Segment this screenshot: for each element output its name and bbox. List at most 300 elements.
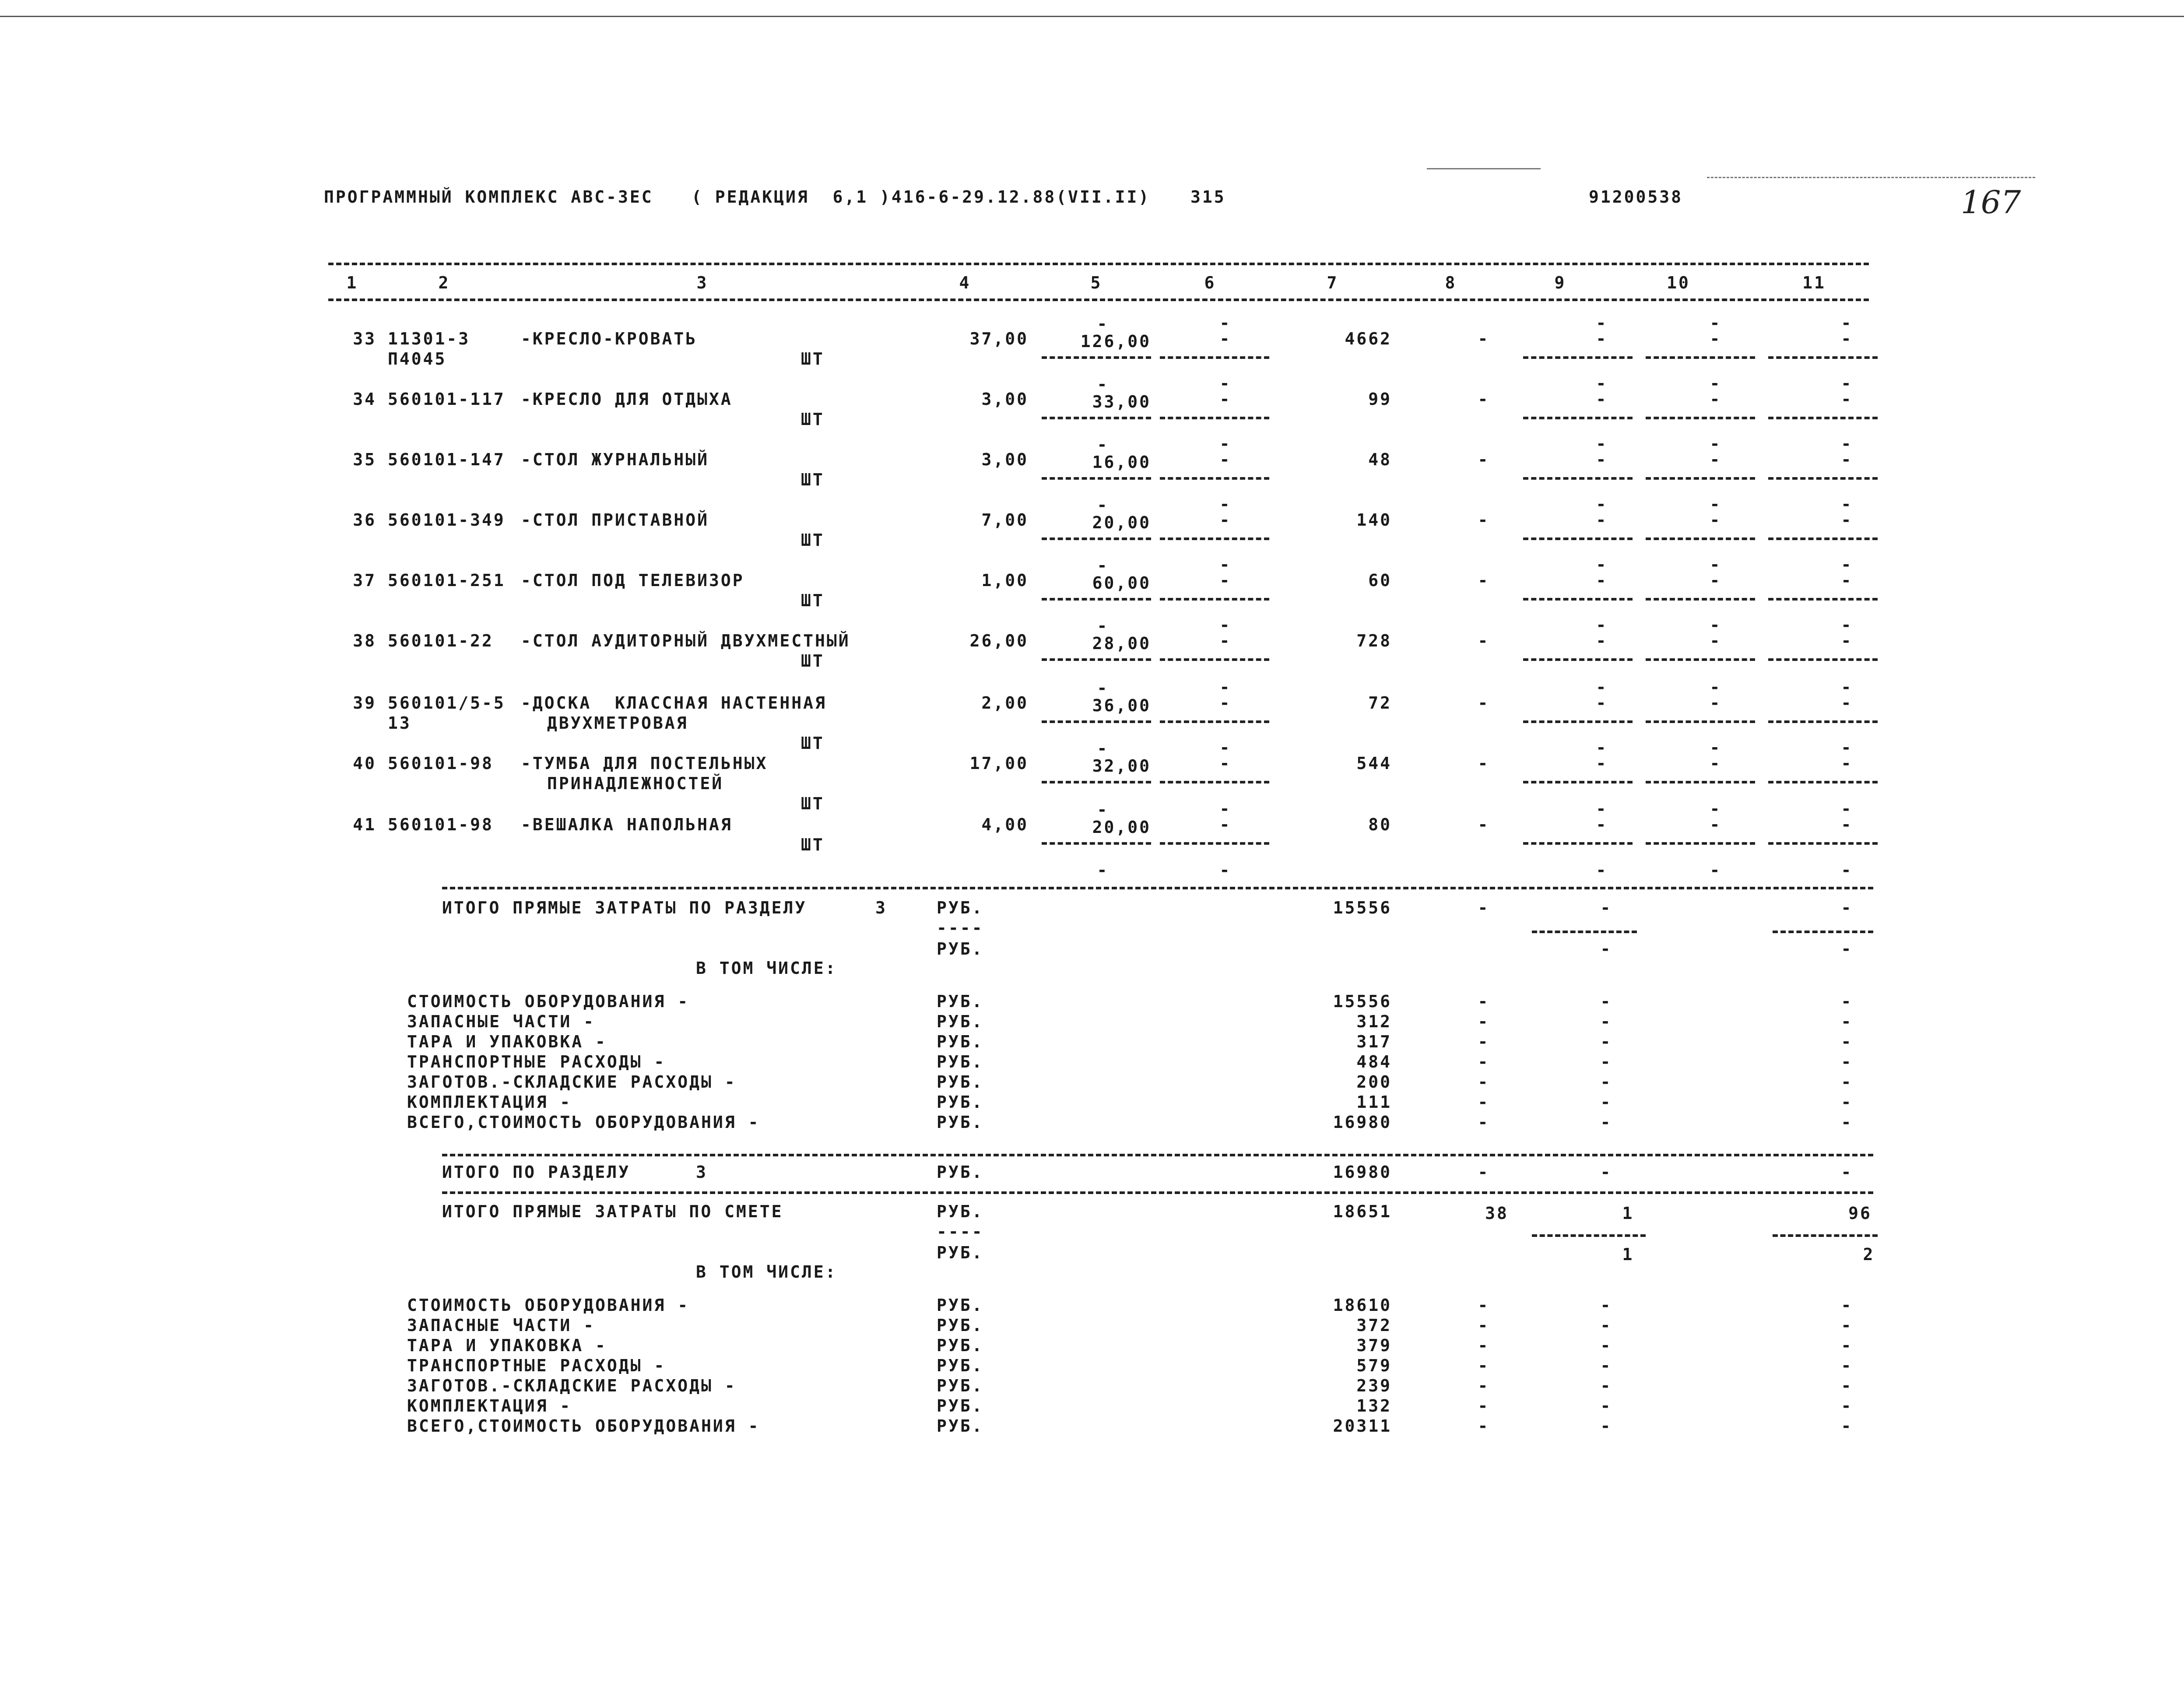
row-number: 33 [353, 329, 376, 348]
row-col6-value: - [1219, 329, 1232, 348]
row-col5-mark: - [1097, 314, 1109, 334]
cost-item-col8: - [1478, 1336, 1490, 1355]
row-col5-mark: - [1097, 375, 1109, 394]
row-total: 60 [1368, 571, 1392, 590]
row-col10-mark: - [1710, 738, 1722, 757]
row-price: 28,00 [1092, 634, 1151, 653]
row-col10-rule [1646, 842, 1755, 845]
row-name: -КРЕСЛО-КРОВАТЬ [521, 329, 698, 348]
row-col8-value: - [1478, 450, 1490, 469]
row-col5-mark: - [1097, 435, 1109, 454]
cost-item-col9: - [1600, 1396, 1612, 1415]
cost-item-col11: - [1841, 1032, 1853, 1051]
row-col5-mark: - [1097, 678, 1109, 698]
row-price-rule [1042, 658, 1151, 661]
cost-item-col11: - [1841, 1336, 1853, 1355]
cost-item-value: 20311 [1333, 1416, 1392, 1436]
cost-item-col8: - [1478, 1113, 1490, 1132]
row-unit: ШТ [801, 410, 825, 429]
row-price-rule [1042, 537, 1151, 540]
cost-item-col9: - [1600, 1052, 1612, 1071]
row-code: 560101-117 [388, 390, 506, 409]
row-col9-value: - [1596, 693, 1608, 713]
row-number: 39 [353, 693, 376, 713]
cost-item-col8: - [1478, 1376, 1490, 1395]
scan-edge-line [1427, 168, 1541, 169]
row-col10-rule [1646, 781, 1755, 783]
section-rule [442, 887, 1873, 889]
row-col6-value: - [1219, 754, 1232, 773]
row-code: 560101-349 [388, 510, 506, 530]
row-number: 36 [353, 510, 376, 530]
cost-item-col8: - [1478, 1012, 1490, 1031]
section-sum-col11: - [1841, 1163, 1853, 1182]
row-col6-rule [1160, 356, 1269, 359]
row-total: 72 [1368, 693, 1392, 713]
row-code-line2: 13 [388, 713, 411, 733]
estimate-total-col9b: 1 [1622, 1245, 1634, 1264]
row-col10-mark: - [1710, 374, 1722, 393]
row-col11-value: - [1841, 510, 1853, 530]
estimate-total-col11b: 2 [1863, 1245, 1875, 1264]
row-col10-rule [1646, 417, 1755, 419]
row-col11-rule [1768, 658, 1878, 661]
row-col11-value: - [1841, 693, 1853, 713]
cost-item-label: ТАРА И УПАКОВКА - [407, 1032, 607, 1051]
row-col9-rule [1523, 537, 1633, 540]
cost-item-unit: РУБ. [937, 1376, 984, 1395]
row-price-rule [1042, 477, 1151, 480]
row-quantity: 4,00 [981, 815, 1029, 834]
section-total-unit: РУБ. [937, 898, 984, 917]
row-col10-rule [1646, 720, 1755, 723]
row-quantity: 3,00 [981, 390, 1029, 409]
cost-item-value: 312 [1356, 1012, 1392, 1031]
row-col10-rule [1646, 658, 1755, 661]
table-header-rule [328, 299, 1869, 301]
row-col10-rule [1646, 598, 1755, 601]
column-number: 4 [959, 273, 971, 292]
cost-item-col9: - [1600, 1072, 1612, 1092]
section-total-col8: - [1478, 898, 1490, 917]
row-col6-rule [1160, 417, 1269, 419]
row-price: 16,00 [1092, 453, 1151, 472]
row-col6-mark: - [1219, 555, 1232, 574]
row-col10-value: - [1710, 754, 1722, 773]
edition-info: ( РЕДАКЦИЯ 6,1 )416-6-29.12.88(VII.II) [692, 187, 1151, 207]
cost-item-label: ВСЕГО,СТОИМОСТЬ ОБОРУДОВАНИЯ - [407, 1416, 760, 1436]
section-total-col9-rule [1532, 931, 1637, 933]
section-total-unit2: РУБ. [937, 939, 984, 959]
cost-item-col9: - [1600, 1416, 1612, 1436]
cost-item-col9: - [1600, 1336, 1612, 1355]
cost-item-col8: - [1478, 992, 1490, 1011]
cost-item-unit: РУБ. [937, 1296, 984, 1315]
row-quantity: 26,00 [969, 631, 1029, 650]
row-quantity: 17,00 [969, 754, 1029, 773]
row-col9-mark: - [1596, 313, 1608, 333]
row-code: 560101-98 [388, 815, 494, 834]
row-col10-rule [1646, 356, 1755, 359]
row-col9-mark: - [1596, 374, 1608, 393]
row-col9-value: - [1596, 510, 1608, 530]
cost-item-value: 239 [1356, 1376, 1392, 1395]
row-col8-value: - [1478, 571, 1490, 590]
row-col11-mark: - [1841, 678, 1853, 697]
row-col10-value: - [1710, 390, 1722, 409]
row-col6-mark: - [1219, 434, 1232, 453]
cost-item-col9: - [1600, 1092, 1612, 1112]
section-total-value: 15556 [1333, 898, 1392, 917]
section-total-number: 3 [875, 898, 887, 917]
cost-item-value: 579 [1356, 1356, 1392, 1375]
cost-item-col9: - [1600, 1296, 1612, 1315]
row-col11-mark: - [1841, 434, 1853, 453]
row-col9-mark: - [1596, 738, 1608, 757]
row-col5-mark: - [1097, 861, 1109, 880]
cost-item-label: ТРАНСПОРТНЫЕ РАСХОДЫ - [407, 1052, 666, 1071]
row-col11-rule [1768, 720, 1878, 723]
column-number: 3 [696, 273, 709, 292]
estimate-total-col11: 96 [1848, 1204, 1872, 1223]
cost-item-col11: - [1841, 1316, 1853, 1335]
column-number: 1 [346, 273, 358, 292]
row-col6-value: - [1219, 693, 1232, 713]
row-col10-mark: - [1710, 615, 1722, 635]
program-title: ПРОГРАММНЫЙ КОМПЛЕКС АВС-ЗЕС [324, 187, 653, 207]
cost-item-col8: - [1478, 1032, 1490, 1051]
document-code: 91200538 [1589, 187, 1683, 207]
cost-item-label: ЗАПАСНЫЕ ЧАСТИ - [407, 1012, 596, 1031]
row-unit: ШТ [801, 591, 825, 610]
row-number: 41 [353, 815, 376, 834]
cost-item-unit: РУБ. [937, 1396, 984, 1415]
sheet-number: 167 [1961, 184, 2021, 221]
row-number: 40 [353, 754, 376, 773]
row-quantity: 7,00 [981, 510, 1029, 530]
row-col9-mark: - [1596, 799, 1608, 818]
row-col6-mark: - [1219, 495, 1232, 514]
row-col9-mark: - [1596, 615, 1608, 635]
cost-item-unit: РУБ. [937, 1356, 984, 1375]
row-col11-value: - [1841, 815, 1853, 834]
row-col6-rule [1160, 598, 1269, 601]
row-name: -СТОЛ АУДИТОРНЫЙ ДВУХМЕСТНЫЙ [521, 631, 850, 650]
row-col8-value: - [1478, 815, 1490, 834]
cost-item-unit: РУБ. [937, 1092, 984, 1112]
estimate-total-dashes: ---- [937, 1222, 984, 1241]
cost-item-col11: - [1841, 992, 1853, 1011]
row-col11-value: - [1841, 754, 1853, 773]
row-number: 37 [353, 571, 376, 590]
row-col11-value: - [1841, 390, 1853, 409]
cost-item-value: 132 [1356, 1396, 1392, 1415]
row-name: -СТОЛ ЖУРНАЛЬНЫЙ [521, 450, 709, 469]
row-total: 80 [1368, 815, 1392, 834]
cost-item-label: КОМПЛЕКТАЦИЯ - [407, 1092, 572, 1112]
cost-item-unit: РУБ. [937, 1052, 984, 1071]
cost-item-col11: - [1841, 1416, 1853, 1436]
row-col10-mark: - [1710, 434, 1722, 453]
row-col10-mark: - [1710, 861, 1722, 880]
row-quantity: 37,00 [969, 329, 1029, 348]
column-number: 6 [1204, 273, 1216, 292]
row-col11-value: - [1841, 631, 1853, 650]
estimate-rule [442, 1191, 1873, 1194]
row-col5-mark: - [1097, 495, 1109, 515]
column-number: 10 [1667, 273, 1690, 292]
row-col9-mark: - [1596, 555, 1608, 574]
row-col9-value: - [1596, 450, 1608, 469]
row-number: 34 [353, 390, 376, 409]
cost-item-unit: РУБ. [937, 992, 984, 1011]
row-col9-value: - [1596, 815, 1608, 834]
cost-item-value: 111 [1356, 1092, 1392, 1112]
row-col8-value: - [1478, 754, 1490, 773]
section-sum-label: ИТОГО ПО РАЗДЕЛУ [442, 1163, 631, 1182]
row-code: 11301-3 [388, 329, 471, 348]
row-col11-rule [1768, 356, 1878, 359]
row-col6-value: - [1219, 510, 1232, 530]
cost-item-value: 18610 [1333, 1296, 1392, 1315]
cost-item-col11: - [1841, 1296, 1853, 1315]
cost-item-col11: - [1841, 1012, 1853, 1031]
estimate-total-unit2: РУБ. [937, 1243, 984, 1262]
row-col10-value: - [1710, 631, 1722, 650]
estimate-total-col11-rule [1773, 1234, 1878, 1237]
row-col10-mark: - [1710, 495, 1722, 514]
section-sum-value: 16980 [1333, 1163, 1392, 1182]
column-number: 7 [1327, 273, 1339, 292]
row-name-line2: ПРИНАДЛЕЖНОСТЕЙ [547, 774, 724, 793]
cost-item-col9: - [1600, 1376, 1612, 1395]
row-col8-value: - [1478, 510, 1490, 530]
row-col6-mark: - [1219, 861, 1232, 880]
row-col6-rule [1160, 658, 1269, 661]
row-col9-mark: - [1596, 495, 1608, 514]
including-label-2: В ТОМ ЧИСЛЕ: [696, 1262, 837, 1282]
row-unit: ШТ [801, 835, 825, 854]
row-col8-value: - [1478, 693, 1490, 713]
row-col11-mark: - [1841, 738, 1853, 757]
cost-item-col9: - [1600, 1032, 1612, 1051]
row-col9-rule [1523, 842, 1633, 845]
row-code: 560101-147 [388, 450, 506, 469]
row-total: 4662 [1345, 329, 1392, 348]
cost-item-unit: РУБ. [937, 1032, 984, 1051]
row-col6-rule [1160, 720, 1269, 723]
row-col10-mark: - [1710, 799, 1722, 818]
cost-item-value: 200 [1356, 1072, 1392, 1092]
row-total: 99 [1368, 390, 1392, 409]
row-price-rule [1042, 842, 1151, 845]
row-name: -СТОЛ ПРИСТАВНОЙ [521, 510, 709, 530]
cost-item-col9: - [1600, 1356, 1612, 1375]
row-price: 33,00 [1092, 392, 1151, 411]
row-col9-mark: - [1596, 434, 1608, 453]
column-number: 9 [1554, 273, 1566, 292]
cost-item-col8: - [1478, 1416, 1490, 1436]
row-name: -ВЕШАЛКА НАПОЛЬНАЯ [521, 815, 733, 834]
row-quantity: 3,00 [981, 450, 1029, 469]
row-col9-rule [1523, 477, 1633, 480]
row-number: 35 [353, 450, 376, 469]
row-col11-value: - [1841, 329, 1853, 348]
row-quantity: 1,00 [981, 571, 1029, 590]
row-col9-rule [1523, 417, 1633, 419]
cost-item-value: 484 [1356, 1052, 1392, 1071]
row-total: 544 [1356, 754, 1392, 773]
row-col6-value: - [1219, 390, 1232, 409]
row-col9-rule [1523, 720, 1633, 723]
row-unit: ШТ [801, 470, 825, 489]
row-col10-value: - [1710, 329, 1722, 348]
estimate-total-col9: 1 [1622, 1204, 1634, 1223]
row-col10-value: - [1710, 693, 1722, 713]
section-sum-col9: - [1600, 1163, 1612, 1182]
column-number: 5 [1090, 273, 1103, 292]
row-total: 140 [1356, 510, 1392, 530]
row-total: 728 [1356, 631, 1392, 650]
cost-item-unit: РУБ. [937, 1416, 984, 1436]
row-col11-value: - [1841, 450, 1853, 469]
cost-item-label: ЗАГОТОВ.-СКЛАДСКИЕ РАСХОДЫ - [407, 1072, 737, 1092]
cost-item-value: 15556 [1333, 992, 1392, 1011]
row-col10-mark: - [1710, 555, 1722, 574]
row-col10-value: - [1710, 571, 1722, 590]
row-col11-mark: - [1841, 374, 1853, 393]
column-number: 11 [1802, 273, 1826, 292]
cost-item-label: ТАРА И УПАКОВКА - [407, 1336, 607, 1355]
row-col6-mark: - [1219, 799, 1232, 818]
scan-edge-line [1707, 177, 2035, 178]
row-col5-mark: - [1097, 616, 1109, 636]
table-top-rule [328, 263, 1869, 265]
row-unit: ШТ [801, 734, 825, 753]
row-col11-mark: - [1841, 861, 1853, 880]
row-col11-mark: - [1841, 495, 1853, 514]
section-sum-number: 3 [696, 1163, 708, 1182]
row-price-rule [1042, 720, 1151, 723]
section-total-label: ИТОГО ПРЯМЫЕ ЗАТРАТЫ ПО РАЗДЕЛУ [442, 898, 807, 917]
row-col9-value: - [1596, 390, 1608, 409]
cost-item-label: СТОИМОСТЬ ОБОРУДОВАНИЯ - [407, 1296, 690, 1315]
cost-item-col8: - [1478, 1092, 1490, 1112]
row-code: 560101/5-5 [388, 693, 506, 713]
estimate-total-value: 18651 [1333, 1202, 1392, 1221]
cost-item-col11: - [1841, 1092, 1853, 1112]
cost-item-unit: РУБ. [937, 1072, 984, 1092]
row-name-line2: ДВУХМЕТРОВАЯ [547, 713, 688, 733]
row-price: 20,00 [1092, 818, 1151, 837]
section-total-col9b: - [1600, 939, 1612, 959]
cost-item-label: КОМПЛЕКТАЦИЯ - [407, 1396, 572, 1415]
row-col5-mark: - [1097, 800, 1109, 819]
row-col11-value: - [1841, 571, 1853, 590]
cost-item-col9: - [1600, 992, 1612, 1011]
row-col9-value: - [1596, 329, 1608, 348]
cost-item-value: 317 [1356, 1032, 1392, 1051]
cost-item-col11: - [1841, 1072, 1853, 1092]
cost-item-unit: РУБ. [937, 1113, 984, 1132]
row-col6-rule [1160, 781, 1269, 783]
row-col8-value: - [1478, 631, 1490, 650]
cost-item-col8: - [1478, 1356, 1490, 1375]
cost-item-value: 16980 [1333, 1113, 1392, 1132]
estimate-total-col8: 38 [1485, 1204, 1509, 1223]
row-col5-mark: - [1097, 739, 1109, 758]
row-unit: ШТ [801, 530, 825, 550]
row-price: 126,00 [1080, 332, 1151, 351]
row-name: -ТУМБА ДЛЯ ПОСТЕЛЬНЫХ [521, 754, 768, 773]
row-col11-rule [1768, 781, 1878, 783]
row-col10-mark: - [1710, 313, 1722, 333]
page-number: 315 [1190, 187, 1226, 207]
row-name: -КРЕСЛО ДЛЯ ОТДЫХА [521, 390, 733, 409]
row-price-rule [1042, 781, 1151, 783]
estimate-total-unit: РУБ. [937, 1202, 984, 1221]
row-col6-mark: - [1219, 615, 1232, 635]
row-name: -ДОСКА КЛАССНАЯ НАСТЕННАЯ [521, 693, 827, 713]
row-col9-rule [1523, 781, 1633, 783]
section-sum-unit: РУБ. [937, 1163, 984, 1182]
including-label-1: В ТОМ ЧИСЛЕ: [696, 959, 837, 978]
row-col8-value: - [1478, 329, 1490, 348]
row-col11-mark: - [1841, 313, 1853, 333]
row-price: 20,00 [1092, 513, 1151, 532]
section-sum-rule [442, 1154, 1873, 1156]
row-col10-value: - [1710, 510, 1722, 530]
section-total-col11-rule [1773, 931, 1873, 933]
row-col6-value: - [1219, 815, 1232, 834]
row-col6-mark: - [1219, 678, 1232, 697]
row-col6-mark: - [1219, 313, 1232, 333]
cost-item-value: 379 [1356, 1336, 1392, 1355]
row-unit: ШТ [801, 349, 825, 369]
row-col6-mark: - [1219, 738, 1232, 757]
row-col6-value: - [1219, 450, 1232, 469]
row-col6-mark: - [1219, 374, 1232, 393]
row-col9-mark: - [1596, 678, 1608, 697]
row-col6-value: - [1219, 571, 1232, 590]
row-col9-rule [1523, 658, 1633, 661]
row-col6-rule [1160, 842, 1269, 845]
row-name: -СТОЛ ПОД ТЕЛЕВИЗОР [521, 571, 744, 590]
row-col11-mark: - [1841, 555, 1853, 574]
estimate-total-col9-rule [1532, 1234, 1646, 1237]
cost-item-label: ЗАПАСНЫЕ ЧАСТИ - [407, 1316, 596, 1335]
cost-item-col8: - [1478, 1316, 1490, 1335]
row-col9-value: - [1596, 571, 1608, 590]
row-col11-rule [1768, 598, 1878, 601]
cost-item-col11: - [1841, 1376, 1853, 1395]
row-code: 560101-22 [388, 631, 494, 650]
cost-item-col11: - [1841, 1396, 1853, 1415]
cost-item-label: ВСЕГО,СТОИМОСТЬ ОБОРУДОВАНИЯ - [407, 1113, 760, 1132]
row-col11-rule [1768, 417, 1878, 419]
cost-item-col11: - [1841, 1356, 1853, 1375]
scan-edge-line [0, 16, 2184, 17]
row-col6-rule [1160, 537, 1269, 540]
cost-item-col8: - [1478, 1072, 1490, 1092]
row-quantity: 2,00 [981, 693, 1029, 713]
row-col10-mark: - [1710, 678, 1722, 697]
cost-item-col9: - [1600, 1012, 1612, 1031]
cost-item-col9: - [1600, 1316, 1612, 1335]
column-number: 2 [438, 273, 450, 292]
row-price: 60,00 [1092, 573, 1151, 593]
cost-item-col11: - [1841, 1113, 1853, 1132]
